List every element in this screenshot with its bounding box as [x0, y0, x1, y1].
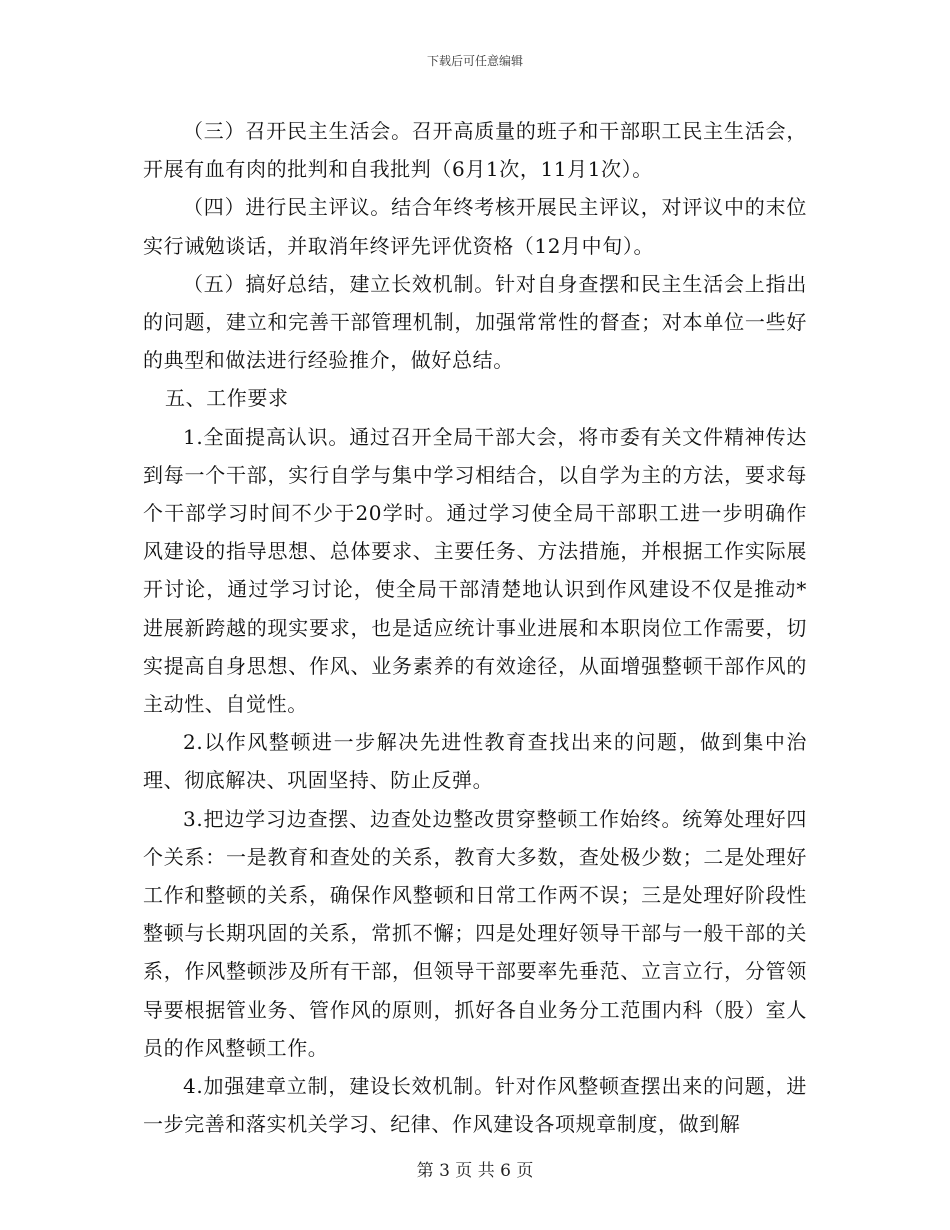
paragraph-requirement-1: 1.全面提高认识。通过召开全局干部大会，将市委有关文件精神传达到每一个干部，实行自学与集中学习相结合，以自学为主的方法，要求每个干部学习时间不少于20学时。通过学习使全局干部职工进一步明确作风建设的指导思想、总体要求、主要任务、方法措施，并根据工作实际展开讨论，通过学习讨论，使全局干部清楚地认识到作风建设不仅是推动*进展新跨越的现实要求，也是适应统计事业进展和本职岗位工作需要，切实提高自身思想、作风、业务素养的有效途径，从面增强整顿干部作风的主动性、自觉性。: [143, 424, 807, 717]
page-header: 下载后可任意编辑: [426, 54, 523, 68]
document-body: [143, 112, 807, 1143]
paragraph-requirement-4: 4.加强建章立制，建设长效机制。针对作风整顿查摆出来的问题，进一步完善和落实机关学习、纪律、作风建设各项规章制度，做到解: [143, 1074, 807, 1137]
paragraph-summary-mechanism: （五）搞好总结，建立长效机制。针对自身查摆和民主生活会上指出的问题，建立和完善干部管理机制，加强常常性的督查；对本单位一些好的典型和做法进行经验推介，做好总结。: [143, 271, 807, 373]
page-footer: 第 3 页 共 6 页: [416, 1161, 534, 1181]
paragraph-requirement-3: 3.把边学习边查摆、边查处边整改贯穿整顿工作始终。统筹处理好四个关系：一是教育和查处的关系，教育大多数，查处极少数；二是处理好工作和整顿的关系，确保作风整顿和日常工作两不误；三是处理好阶段性整顿与长期巩固的关系，常抓不懈；四是处理好领导干部与一般干部的关系，作风整顿涉及所有干部，但领导干部要率先垂范、立言立行，分管领导要根据管业务、管作风的原则，抓好各自业务分工范围内科（股）室人员的作风整顿工作。: [143, 806, 807, 1060]
paragraph-democratic-life-meeting: （三）召开民主生活会。召开高质量的班子和干部职工民主生活会，开展有血有肉的批判和自我批判（6月1次，11月1次）。: [143, 119, 807, 182]
paragraph-democratic-evaluation: （四）进行民主评议。结合年终考核开展民主评议，对评议中的末位实行诫勉谈话，并取消年终评先评优资格（12月中旬）。: [143, 195, 807, 258]
paragraph-requirement-2: 2.以作风整顿进一步解决先进性教育查找出来的问题，做到集中治理、彻底解决、巩固坚持、防止反弹。: [143, 730, 807, 793]
section-heading-work-requirements: 五、工作要求: [165, 386, 289, 411]
